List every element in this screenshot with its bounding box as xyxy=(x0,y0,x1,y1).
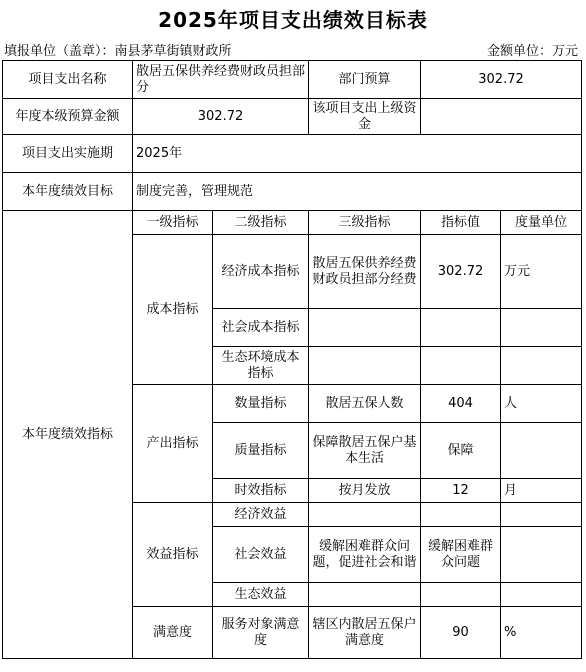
unit-cell xyxy=(501,309,582,347)
value-cell xyxy=(421,309,501,347)
dept-budget-value: 302.72 xyxy=(421,61,582,99)
annual-goal-value: 制度完善，管理规范 xyxy=(133,173,582,211)
period-label: 项目支出实施期 xyxy=(3,135,133,173)
value-cell xyxy=(421,583,501,607)
annual-budget-value: 302.72 xyxy=(133,99,309,135)
value-cell: 缓解困难群众问题 xyxy=(421,527,501,583)
level2-cell: 生态环境成本指标 xyxy=(213,347,309,385)
table-row xyxy=(3,173,582,211)
unit-cell: % xyxy=(501,607,582,659)
unit-cell xyxy=(501,347,582,385)
period-value: 2025年 xyxy=(133,135,582,173)
unit-cell: 月 xyxy=(501,479,582,503)
level2-cell: 社会成本指标 xyxy=(213,309,309,347)
project-name-value: 散居五保供养经费财政员担部分 xyxy=(133,61,309,99)
page-title: 2025年项目支出绩效目标表 xyxy=(158,8,428,32)
value-cell: 12 xyxy=(421,479,501,503)
header-level3: 三级指标 xyxy=(309,211,421,235)
unit-cell: 万元 xyxy=(501,235,582,309)
level2-cell: 服务对象满意度 xyxy=(213,607,309,659)
upper-funds-value xyxy=(421,99,582,135)
header-unit: 度量单位 xyxy=(501,211,582,235)
level3-cell xyxy=(309,503,421,527)
annual-goal-label: 本年度绩效目标 xyxy=(3,173,133,211)
table-row xyxy=(3,61,582,99)
value-cell: 90 xyxy=(421,607,501,659)
project-name-label: 项目支出名称 xyxy=(3,61,133,99)
level3-cell: 缓解困难群众问题，促进社会和谐 xyxy=(309,527,421,583)
value-cell: 保障 xyxy=(421,423,501,479)
level3-cell: 按月发放 xyxy=(309,479,421,503)
level2-cell: 生态效益 xyxy=(213,583,309,607)
level2-cell: 经济成本指标 xyxy=(213,235,309,309)
level2-cell: 数量指标 xyxy=(213,385,309,423)
cost-indicator-label: 成本指标 xyxy=(133,235,213,385)
level3-cell xyxy=(309,347,421,385)
unit-cell xyxy=(501,423,582,479)
amount-unit: 金额单位：万元 xyxy=(486,44,578,59)
level2-cell: 时效指标 xyxy=(213,479,309,503)
value-cell xyxy=(421,347,501,385)
annual-budget-label: 年度本级预算金额 xyxy=(3,99,133,135)
level3-cell: 散居五保人数 xyxy=(309,385,421,423)
dept-budget-label: 部门预算 xyxy=(309,61,421,99)
reporting-unit: 填报单位（盖章）：南县茅草街镇财政所 xyxy=(4,44,232,59)
upper-funds-label: 该项目支出上级资金 xyxy=(309,99,421,135)
level3-cell: 散居五保供养经费财政员担部分经费 xyxy=(309,235,421,309)
unit-cell xyxy=(501,503,582,527)
value-cell xyxy=(421,503,501,527)
table-row xyxy=(3,135,582,173)
performance-goal-table xyxy=(2,60,582,659)
indicator-section-label: 本年度绩效指标 xyxy=(3,211,133,659)
header-level2: 二级指标 xyxy=(213,211,309,235)
indicator-header-row xyxy=(3,211,582,235)
unit-cell xyxy=(501,527,582,583)
output-indicator-label: 产出指标 xyxy=(133,385,213,503)
level2-cell: 质量指标 xyxy=(213,423,309,479)
level3-cell xyxy=(309,583,421,607)
level2-cell: 社会效益 xyxy=(213,527,309,583)
level3-cell: 保障散居五保户基本生活 xyxy=(309,423,421,479)
header-level1: 一级指标 xyxy=(133,211,213,235)
unit-cell xyxy=(501,583,582,607)
unit-cell: 人 xyxy=(501,385,582,423)
value-cell: 302.72 xyxy=(421,235,501,309)
benefit-indicator-label: 效益指标 xyxy=(133,503,213,607)
level3-cell: 辖区内散居五保户满意度 xyxy=(309,607,421,659)
value-cell: 404 xyxy=(421,385,501,423)
level3-cell xyxy=(309,309,421,347)
table-row xyxy=(3,99,582,135)
header-value: 指标值 xyxy=(421,211,501,235)
satisfaction-indicator-label: 满意度 xyxy=(133,607,213,659)
level2-cell: 经济效益 xyxy=(213,503,309,527)
